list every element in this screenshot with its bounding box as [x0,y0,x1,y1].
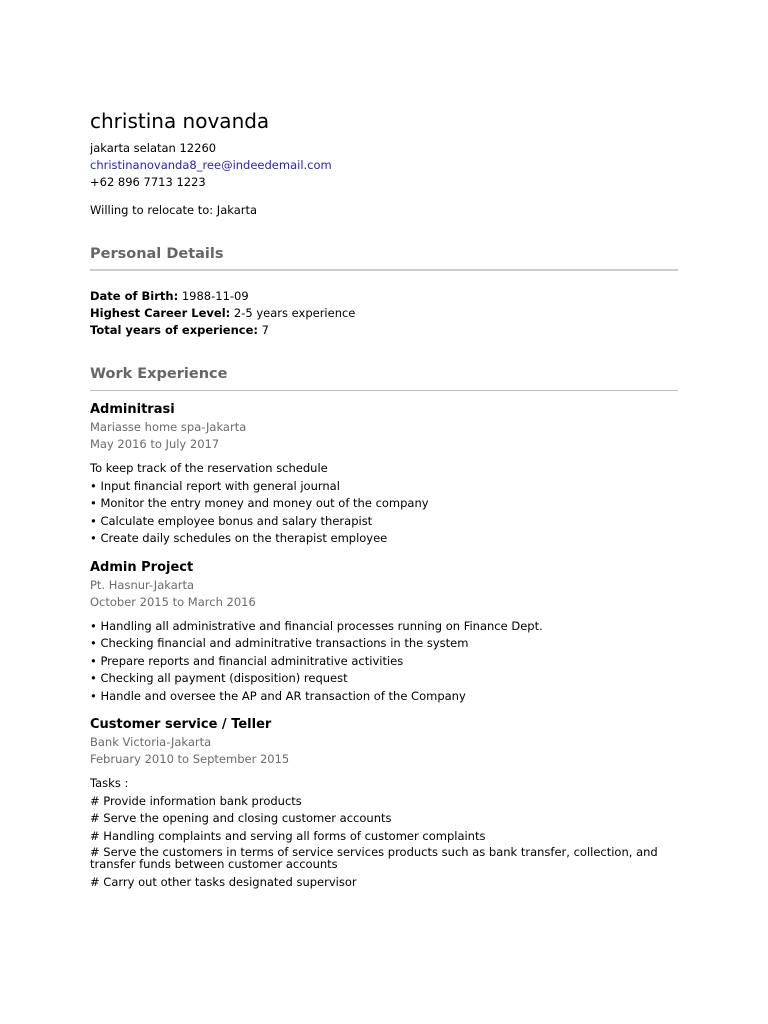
work-experience-section [90,364,678,891]
job-description-line: # Carry out other tasks designated supervisor [90,874,357,889]
job-description-line: • Create daily schedules on the therapist employee [90,531,388,545]
section-divider [90,269,678,271]
candidate-location: jakarta selatan 12260 [90,141,217,155]
job-description-line: • Checking all payment (disposition) request [90,671,348,685]
career-level-value: 2-5 years experience [233,306,356,320]
job-description-line: To keep track of the reservation schedule [90,461,328,475]
job-description [90,460,678,548]
job-dates: February 2010 to September 2015 [90,752,290,766]
job-description-line: • Handle and oversee the AP and AR transaction of the Company [90,688,466,703]
contact-header [90,108,678,219]
job-company: Mariasse home spa-Jakarta [90,420,247,434]
job-title: Adminitrasi [90,402,175,417]
years-experience-value: 7 [261,323,269,337]
job-entry [90,401,678,548]
date-of-birth-value: 1988-11-09 [181,289,249,303]
job-entry [90,716,678,891]
job-description-line: • Handling all administrative and financial processes running on Finance Dept. [90,618,543,633]
relocation-preference: Willing to relocate to: Jakarta [90,203,258,217]
career-level-row [90,305,678,322]
job-description [90,618,678,706]
job-description-line: • Checking financial and adminitrative transactions in the system [90,636,469,650]
job-description-line: # Handling complaints and serving all forms of customer complaints [90,828,486,843]
years-experience-label: Total years of experience: [90,323,258,337]
job-description-line: # Provide information bank products [90,793,302,808]
job-description [90,775,678,891]
date-of-birth-row [90,288,678,305]
job-description-line: • Prepare reports and financial adminitrative activities [90,653,404,668]
job-dates: October 2015 to March 2016 [90,594,256,609]
personal-details-heading: Personal Details [90,246,224,262]
job-description-line: • Input financial report with general journal [90,478,340,493]
job-description-line: • Calculate employee bonus and salary therapist [90,513,373,528]
years-experience-row [90,322,678,339]
job-company: Bank Victoria-Jakarta [90,735,212,749]
job-description-line: # Serve the opening and closing customer accounts [90,811,392,825]
job-description-line: # Serve the customers in terms of service services products such as bank transfer, collection, and transfer funds between customer accounts [90,845,658,871]
personal-details-list [90,288,678,339]
candidate-email-link[interactable]: christinanovanda8_ree@indeedemail.com [90,158,332,172]
candidate-email-line [90,157,678,174]
job-description-line: • Monitor the entry money and money out of the company [90,496,429,510]
job-title: Customer service / Teller [90,717,272,732]
candidate-name: christina novanda [90,109,270,133]
job-title: Admin Project [90,559,194,575]
job-dates: May 2016 to July 2017 [90,437,220,451]
resume-page [90,108,678,891]
job-description-line: Tasks : [90,776,129,790]
section-divider [90,390,678,391]
job-entry [90,559,678,706]
job-company: Pt. Hasnur-Jakarta [90,577,195,592]
candidate-phone: +62 896 7713 1223 [90,175,206,189]
work-experience-heading: Work Experience [90,366,228,382]
date-of-birth-label: Date of Birth: [90,289,179,303]
career-level-label: Highest Career Level: [90,306,231,320]
personal-details-section [90,244,678,339]
